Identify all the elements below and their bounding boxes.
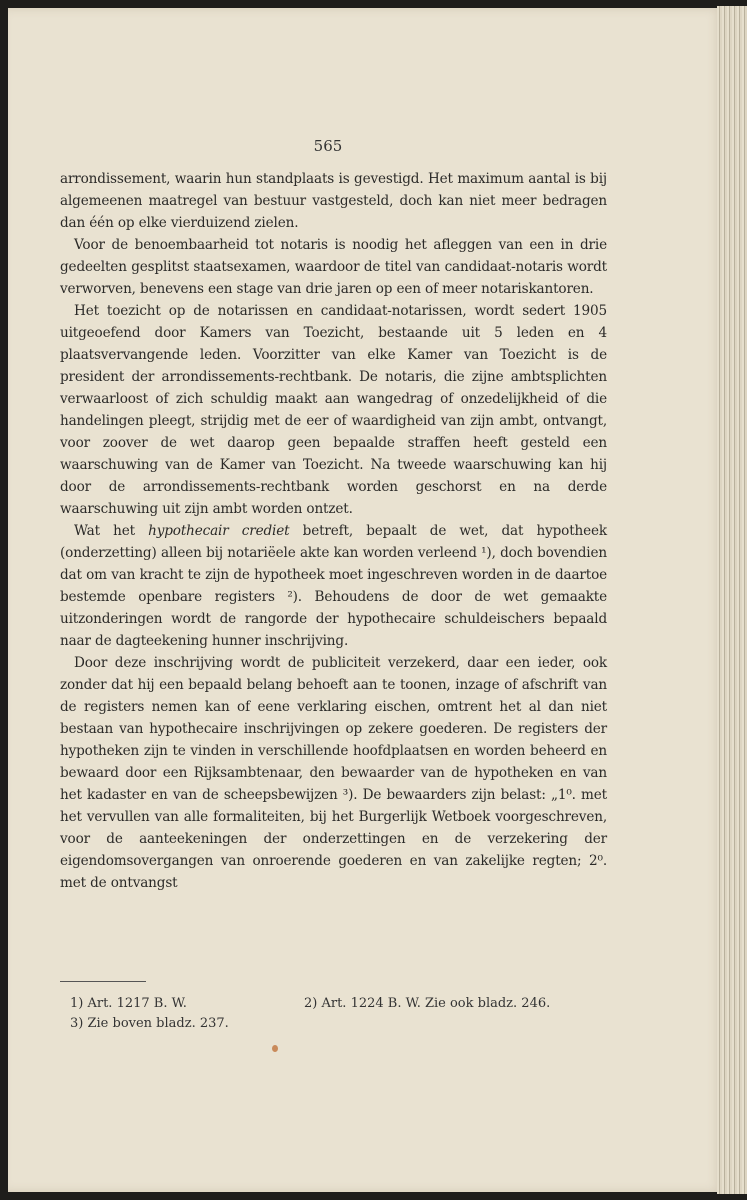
text-run: Wat het	[74, 523, 149, 539]
page-number: 565	[313, 137, 343, 155]
page-edges	[717, 6, 747, 1194]
ink-spot	[272, 1045, 278, 1052]
italic-term: hypothecair crediet	[148, 523, 290, 539]
paragraph: Voor de benoembaarheid tot notaris is noodig het afleggen van een in drie gedeelten gesplitst staatsexamen, waardoor de titel van candidaat-notaris wordt verworven, benevens een stage van drie jaren op een of meer notariskantoren.	[60, 237, 607, 297]
text-run: betreft, bepaalt de wet, dat hypotheek (onderzetting) alleen bij notariëele akte kan worden verleend ¹), doch bovendien dat om van kracht te zijn de hypotheek moet ingeschreven worden in de daartoe bestemde openbare registers ²). Behoudens de door de wet gemaakte uitzonderingen wordt de rangorde der hypothecaire schuldeischers bepaald naar de dagteekening hunner inschrijving.	[60, 523, 607, 649]
footnote-1: 1) Art. 1217 B. W.	[70, 996, 187, 1011]
body-text	[60, 168, 607, 894]
footnote-2: 2) Art. 1224 B. W. Zie ook bladz. 246.	[304, 996, 551, 1011]
paragraph: Door deze inschrijving wordt de publiciteit verzekerd, daar een ieder, ook zonder dat hij een bepaald belang behoeft aan te toonen, inzage of afschrift van de registers nemen kan of eene verklaring eischen, omtrent het al dan niet bestaan van hypothecaire inschrijvingen op zekere goederen. De registers der hypotheken zijn te vinden in verschillende hoofdplaatsen en worden beheerd en bewaard door een Rijksambtenaar, den bewaarder van de hypotheken en van het kadaster en van de scheepsbewijzen ³). De bewaarders zijn belast: „1⁰. met het vervullen van alle formaliteiten, bij het Burgerlijk Wetboek voorgeschreven, voor de aanteekeningen der onderzettingen en de verzekering der eigendomsovergangen van onroerende goederen en van zakelijke regten; 2⁰. met de ontvangst	[60, 655, 607, 891]
paragraph: Het toezicht op de notarissen en candidaat-notarissen, wordt sedert 1905 uitgeoefend door Kamers van Toezicht, bestaande uit 5 leden en 4 plaatsvervangende leden. Voorzitter van elke Kamer van Toezicht is de president der arrondissements-rechtbank. De notaris, die zijne ambtsplichten verwaarloost of zich schuldig maakt aan wangedrag of onzedelijkheid of die handelingen pleegt, strijdig met de eer of waardigheid van zijn ambt, ontvangt, voor zoover de wet daarop geen bepaalde straffen heeft gesteld een waarschuwing van de Kamer van Toezicht. Na tweede waarschuwing kan hij door de arrondissements-rechtbank worden geschorst en na derde waarschuwing uit zijn ambt worden ontzet.	[60, 303, 607, 517]
footnote-divider	[60, 981, 146, 982]
footnote-3: 3) Zie boven bladz. 237.	[70, 1016, 229, 1031]
paragraph: arrondissement, waarin hun standplaats is gevestigd. Het maximum aantal is bij algemeenen maatregel van bestuur vastgesteld, doch kan niet meer bedragen dan één op elke vierduizend zielen.	[60, 171, 607, 231]
book-page	[8, 8, 723, 1192]
paragraph	[60, 520, 607, 652]
